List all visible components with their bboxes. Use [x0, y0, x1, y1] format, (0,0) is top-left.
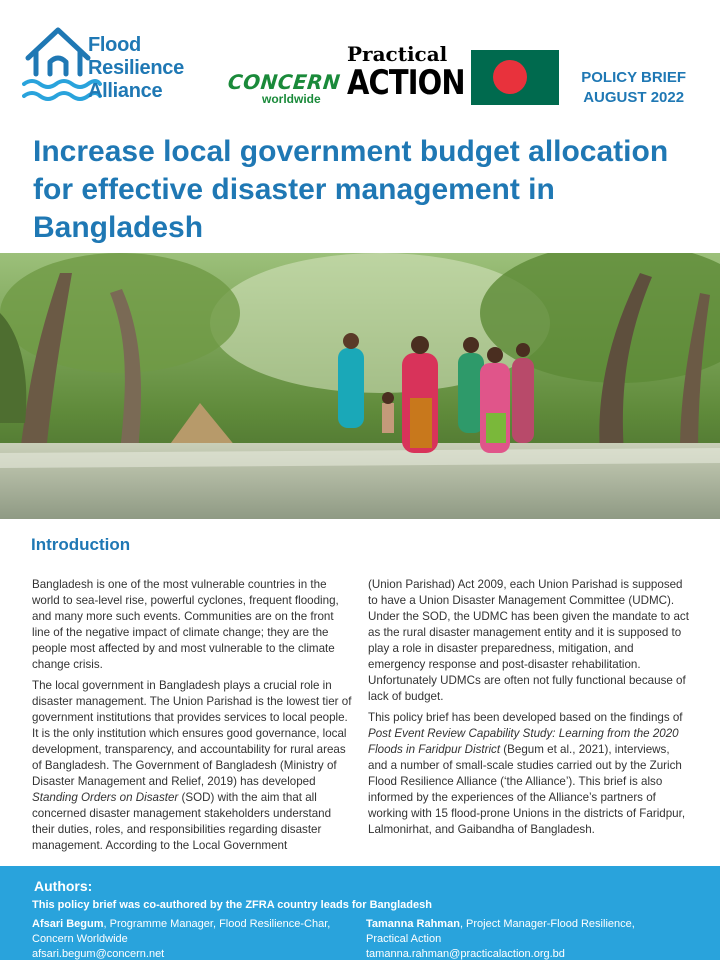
intro-p2-text: The local government in Bangladesh plays a crucial role in disaster management. The Union Parishad is the lowest tier of government institutions that provides services to local people. It is the only institution which ensures good governance, local development, transparency, and accountability for rural areas of Bangladesh. The Government of Bangladesh (Ministry of Disaster Management and Relief, 2019) has developed	[32, 679, 352, 788]
concern-worldwide-logo	[228, 70, 340, 106]
author-1-org: Concern Worldwide	[32, 933, 128, 945]
intro-column-2	[368, 577, 690, 843]
intro-p4-cont: (Begum et al., 2021), interviews, and a number of small-scale studies carried out by the Zurich Flood Resilience Alliance (‘the Alliance’). This brief is also informed by the experiences of the Alliance’s partners of working with 15 flood-prone Unions in the districts of Faridpur, Lalmonirhat, and Gaibandha of Bangladesh.	[368, 743, 686, 836]
intro-paragraph-2	[32, 678, 354, 854]
introduction-heading: Introduction	[31, 535, 131, 554]
intro-paragraph-1: Bangladesh is one of the most vulnerable countries in the world to sea-level rise, powerful cyclones, frequent flooding, and many more such events. Communities are on the front line of the negative impact of climate change; they are the people most affected by and most vulnerable to the climate change crisis.	[32, 578, 339, 671]
concern-wordmark: CONCERN	[226, 70, 342, 94]
concern-subtitle: worldwide	[262, 92, 321, 106]
authors-heading: Authors:	[34, 878, 93, 894]
flag-red-disc	[493, 60, 527, 94]
author-1-name: Afsari Begum	[32, 918, 104, 930]
bangladesh-flag-icon	[471, 50, 559, 105]
intro-p4-text: This policy brief has been developed based on the findings of	[368, 711, 683, 724]
author-1-role: , Programme Manager, Flood Resilience-Char,	[103, 918, 331, 930]
author-2-name: Tamanna Rahman	[366, 918, 460, 930]
frl-line-3: Alliance	[88, 80, 163, 102]
authors-subheading: This policy brief was co-authored by the ZFRA country leads for Bangladesh	[32, 899, 432, 911]
intro-paragraph-3: (Union Parishad) Act 2009, each Union Parishad is supposed to have a Union Disaster Management Committee (UDMC). Under the SOD, the UDMC has been given the mandate to act as the rural disaster management entity and it is supposed to play a role in disaster preparedness, mitigation, and emergency response and post-disaster rehabilitation. Unfortunately UDMCs are often not fully functional because of lack of budget.	[368, 578, 689, 703]
author-2	[366, 917, 686, 962]
author-2-role: , Project Manager-Flood Resilience,	[459, 918, 635, 930]
flood-scene-image	[0, 253, 720, 519]
author-2-org: Practical Action	[366, 933, 442, 945]
study-title: Post Event Review Capability Study: Learning from the 2020 Floods in Faridpur District	[368, 727, 679, 756]
policy-brief-label	[581, 68, 686, 108]
frl-line-1: Flood	[88, 34, 141, 56]
intro-column-1	[32, 577, 354, 859]
intro-paragraph-4	[368, 710, 690, 838]
flood-photo	[0, 253, 720, 519]
frl-line-2: Resilience	[88, 57, 184, 79]
author-2-email[interactable]: tamanna.rahman@practicalaction.org.bd	[366, 948, 565, 960]
frl-wordmark	[88, 34, 184, 103]
practical-action-logo	[347, 42, 485, 103]
authors-section	[0, 866, 720, 960]
author-1	[32, 917, 342, 962]
brief-date: AUGUST 2022	[583, 89, 685, 106]
page-title: Increase local government budget allocation for effective disaster management in Bangladesh	[33, 135, 669, 244]
pa-line-1: Practical	[347, 42, 448, 66]
pa-line-2: ACTION	[347, 63, 465, 103]
brief-type: POLICY BRIEF	[581, 69, 686, 86]
author-1-email[interactable]: afsari.begum@concern.net	[32, 948, 165, 960]
intro-p2-cont: (SOD) with the aim that all concerned disaster management stakeholders understand their duties, roles, and responsibilities regarding disaster management. According to the Local Government	[32, 791, 332, 852]
sod-title: Standing Orders on Disaster	[32, 791, 179, 804]
